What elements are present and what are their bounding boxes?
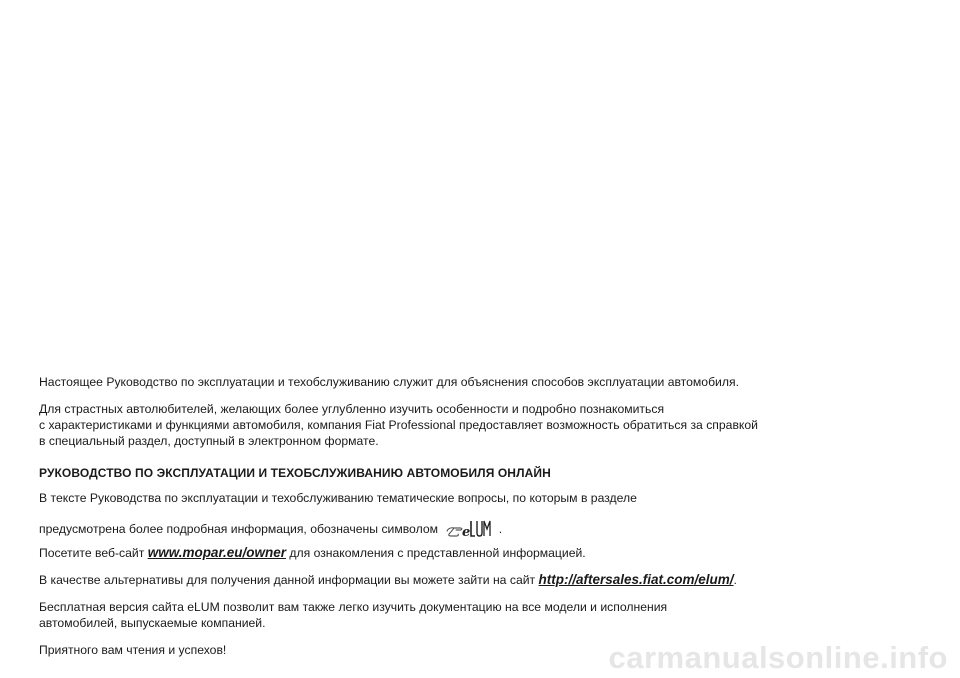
- document-body: [39, 374, 939, 658]
- free-version-paragraph: [39, 599, 939, 631]
- intro-text: Настоящее Руководство по эксплуатации и техобслуживанию служит для объяснения способов эксплуатации автомобиля.: [39, 375, 739, 389]
- online-symbol-line: [39, 517, 939, 543]
- mopar-owner-link[interactable]: www.mopar.eu/owner: [147, 545, 286, 560]
- elum-icon: [445, 517, 493, 543]
- visit-line: [39, 545, 939, 561]
- enthusiasts-line-1: Для страстных автолюбителей, желающих более углубленно изучить особенности и подробно познакомиться: [39, 402, 665, 416]
- svg-text:e: e: [462, 525, 471, 539]
- online-text-2: предусмотрена более подробная информация, обозначены символом: [39, 522, 438, 536]
- intro-paragraph: [39, 374, 939, 390]
- enthusiasts-line-3: в специальный раздел, доступный в электронном формате.: [39, 434, 379, 448]
- visit-text-before: Посетите веб-сайт: [39, 546, 145, 560]
- online-text-2-end: .: [498, 522, 503, 536]
- closing-text: Приятного вам чтения и успехов!: [39, 643, 227, 657]
- alternative-paragraph: [39, 572, 939, 588]
- free-version-line-1: Бесплатная версия сайта eLUM позволит вам также легко изучить документацию на все модели и исполнения: [39, 600, 668, 614]
- visit-text-after: для ознакомления с представленной информацией.: [289, 546, 586, 560]
- alternative-text: В качестве альтернативы для получения данной информации вы можете зайти на сайт: [39, 573, 536, 587]
- section-heading: РУКОВОДСТВО ПО ЭКСПЛУАТАЦИИ И ТЕХОБСЛУЖИВАНИЮ АВТОМОБИЛЯ ОНЛАЙН: [39, 466, 551, 480]
- free-version-line-2: автомобилей, выпускаемые компанией.: [39, 616, 266, 630]
- watermark: carmanualsonline.info: [608, 640, 948, 675]
- elum-site-link[interactable]: http://aftersales.fiat.com/elum/: [538, 572, 734, 587]
- alternative-end: .: [733, 573, 737, 587]
- online-text-1: В тексте Руководства по эксплуатации и техобслуживанию тематические вопросы, по которым в разделе: [39, 491, 637, 505]
- enthusiasts-line-2: с характеристиками и функциями автомобиля, компания Fiat Professional предоставляет возможность обратиться за справкой: [39, 418, 758, 432]
- enthusiasts-paragraph: [39, 401, 939, 449]
- online-paragraph: [39, 490, 939, 506]
